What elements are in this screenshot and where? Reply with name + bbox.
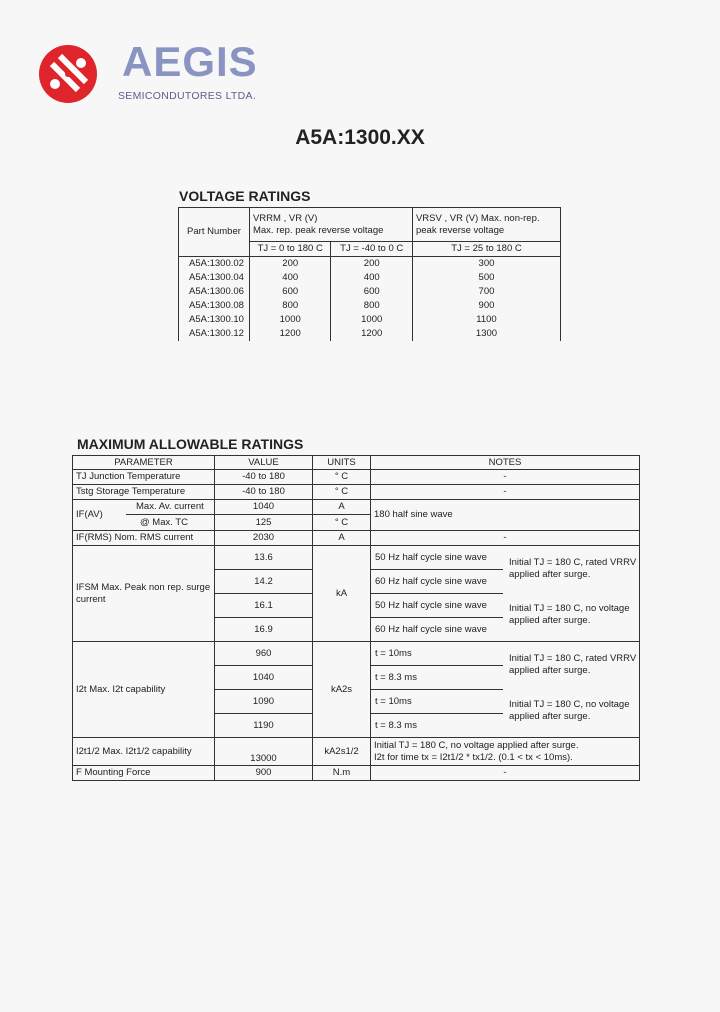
header-notes: NOTES <box>371 456 640 470</box>
cell-value: 50 Hz half cycle sine wave <box>371 594 503 618</box>
cell-value: 960 <box>215 642 312 666</box>
cell-value: 1190 <box>253 720 274 731</box>
table-row: A5A:1300.04 400 400 500 <box>179 271 561 285</box>
cell-value: 14.2 <box>215 570 312 594</box>
table-row: A5A:1300.02 200 200 300 <box>179 257 561 272</box>
table-row: IF(AV) Max. Av. current @ Max. TC 1040 125 A ° C 180 half sine wave <box>73 500 640 531</box>
table-row: IFSM Max. Peak non rep. surge current 13.6 14.2 16.1 16.9 kA 50 Hz half cycle sine wave 60 Hz half cycle sine wave 50 Hz half cycle sine wave 60 Hz half cycle sine wave Initial TJ = 180 C, rated VRRV applied after surge. Initial TJ = 180 C, no voltage applied after surge. <box>73 546 640 642</box>
header-parameter: PARAMETER <box>73 456 215 470</box>
cell-value: 13.6 <box>215 546 312 570</box>
table-row: I2t Max. I2t capability 960 1040 1090 1190 kA2s t = 10ms t = 8.3 ms t = 10ms t = 8.3 ms Initial TJ = 180 C, rated VRRV applied after surge. Initial TJ = 180 C, no voltage applied after surge. <box>73 642 640 738</box>
cell-value: 16.9 <box>254 624 273 635</box>
table-row: A5A:1300.06 600 600 700 <box>179 285 561 299</box>
cell-value: 60 Hz half cycle sine wave <box>375 624 487 635</box>
max-ratings-table <box>72 455 640 781</box>
brand-name: AEGIS <box>122 38 258 85</box>
cell-value: t = 8.3 ms <box>375 720 417 731</box>
cell-value: t = 10ms <box>371 690 503 714</box>
cell-value: 1040 <box>215 666 312 690</box>
brand-subtitle: SEMICONDUTORES LTDA. <box>118 90 257 102</box>
max-ratings-heading: MAXIMUM ALLOWABLE RATINGS <box>77 436 304 452</box>
table-row: I2t1/2 Max. I2t1/2 capability 13000 kA2s1/2 Initial TJ = 180 C, no voltage applied after surge. I2t for time tx = I2t1/2 * tx1/2. (0.1 < tx < 10ms). <box>73 738 640 766</box>
header-units: UNITS <box>313 456 371 470</box>
cell-value: 1090 <box>215 690 312 714</box>
cond-tj-0-180: TJ = 0 to 180 C <box>249 242 331 257</box>
table-row: TJ Junction Temperature -40 to 180 ° C - <box>73 470 640 485</box>
table-row: A5A:1300.12 1200 1200 1300 <box>179 327 561 341</box>
cell-value: 50 Hz half cycle sine wave <box>371 546 503 570</box>
table-row: IF(RMS) Nom. RMS current 2030 A - <box>73 531 640 546</box>
header-value: VALUE <box>215 456 313 470</box>
col-part-number: Part Number <box>179 208 250 257</box>
voltage-ratings-heading: VOLTAGE RATINGS <box>179 188 311 204</box>
table-row: Tstg Storage Temperature -40 to 180 ° C - <box>73 485 640 500</box>
company-logo-icon <box>38 44 98 104</box>
cell-value: t = 10ms <box>371 642 503 666</box>
voltage-ratings-table <box>178 207 561 341</box>
cond-tj-25-180: TJ = 25 to 180 C <box>412 242 560 257</box>
table-row: A5A:1300.10 1000 1000 1100 <box>179 313 561 327</box>
cell-value: 16.1 <box>215 594 312 618</box>
cell-value: t = 8.3 ms <box>371 666 503 690</box>
table-row: A5A:1300.08 800 800 900 <box>179 299 561 313</box>
col-vrsv: VRSV , VR (V) Max. non-rep. peak reverse voltage <box>412 208 560 242</box>
cond-tj-neg40-0: TJ = -40 to 0 C <box>331 242 413 257</box>
cell-value: 60 Hz half cycle sine wave <box>371 570 503 594</box>
col-vrrm: VRRM , VR (V) Max. rep. peak reverse voltage <box>249 208 412 242</box>
page-title: A5A:1300.XX <box>295 126 425 149</box>
table-row: F Mounting Force 900 N.m - <box>73 766 640 781</box>
